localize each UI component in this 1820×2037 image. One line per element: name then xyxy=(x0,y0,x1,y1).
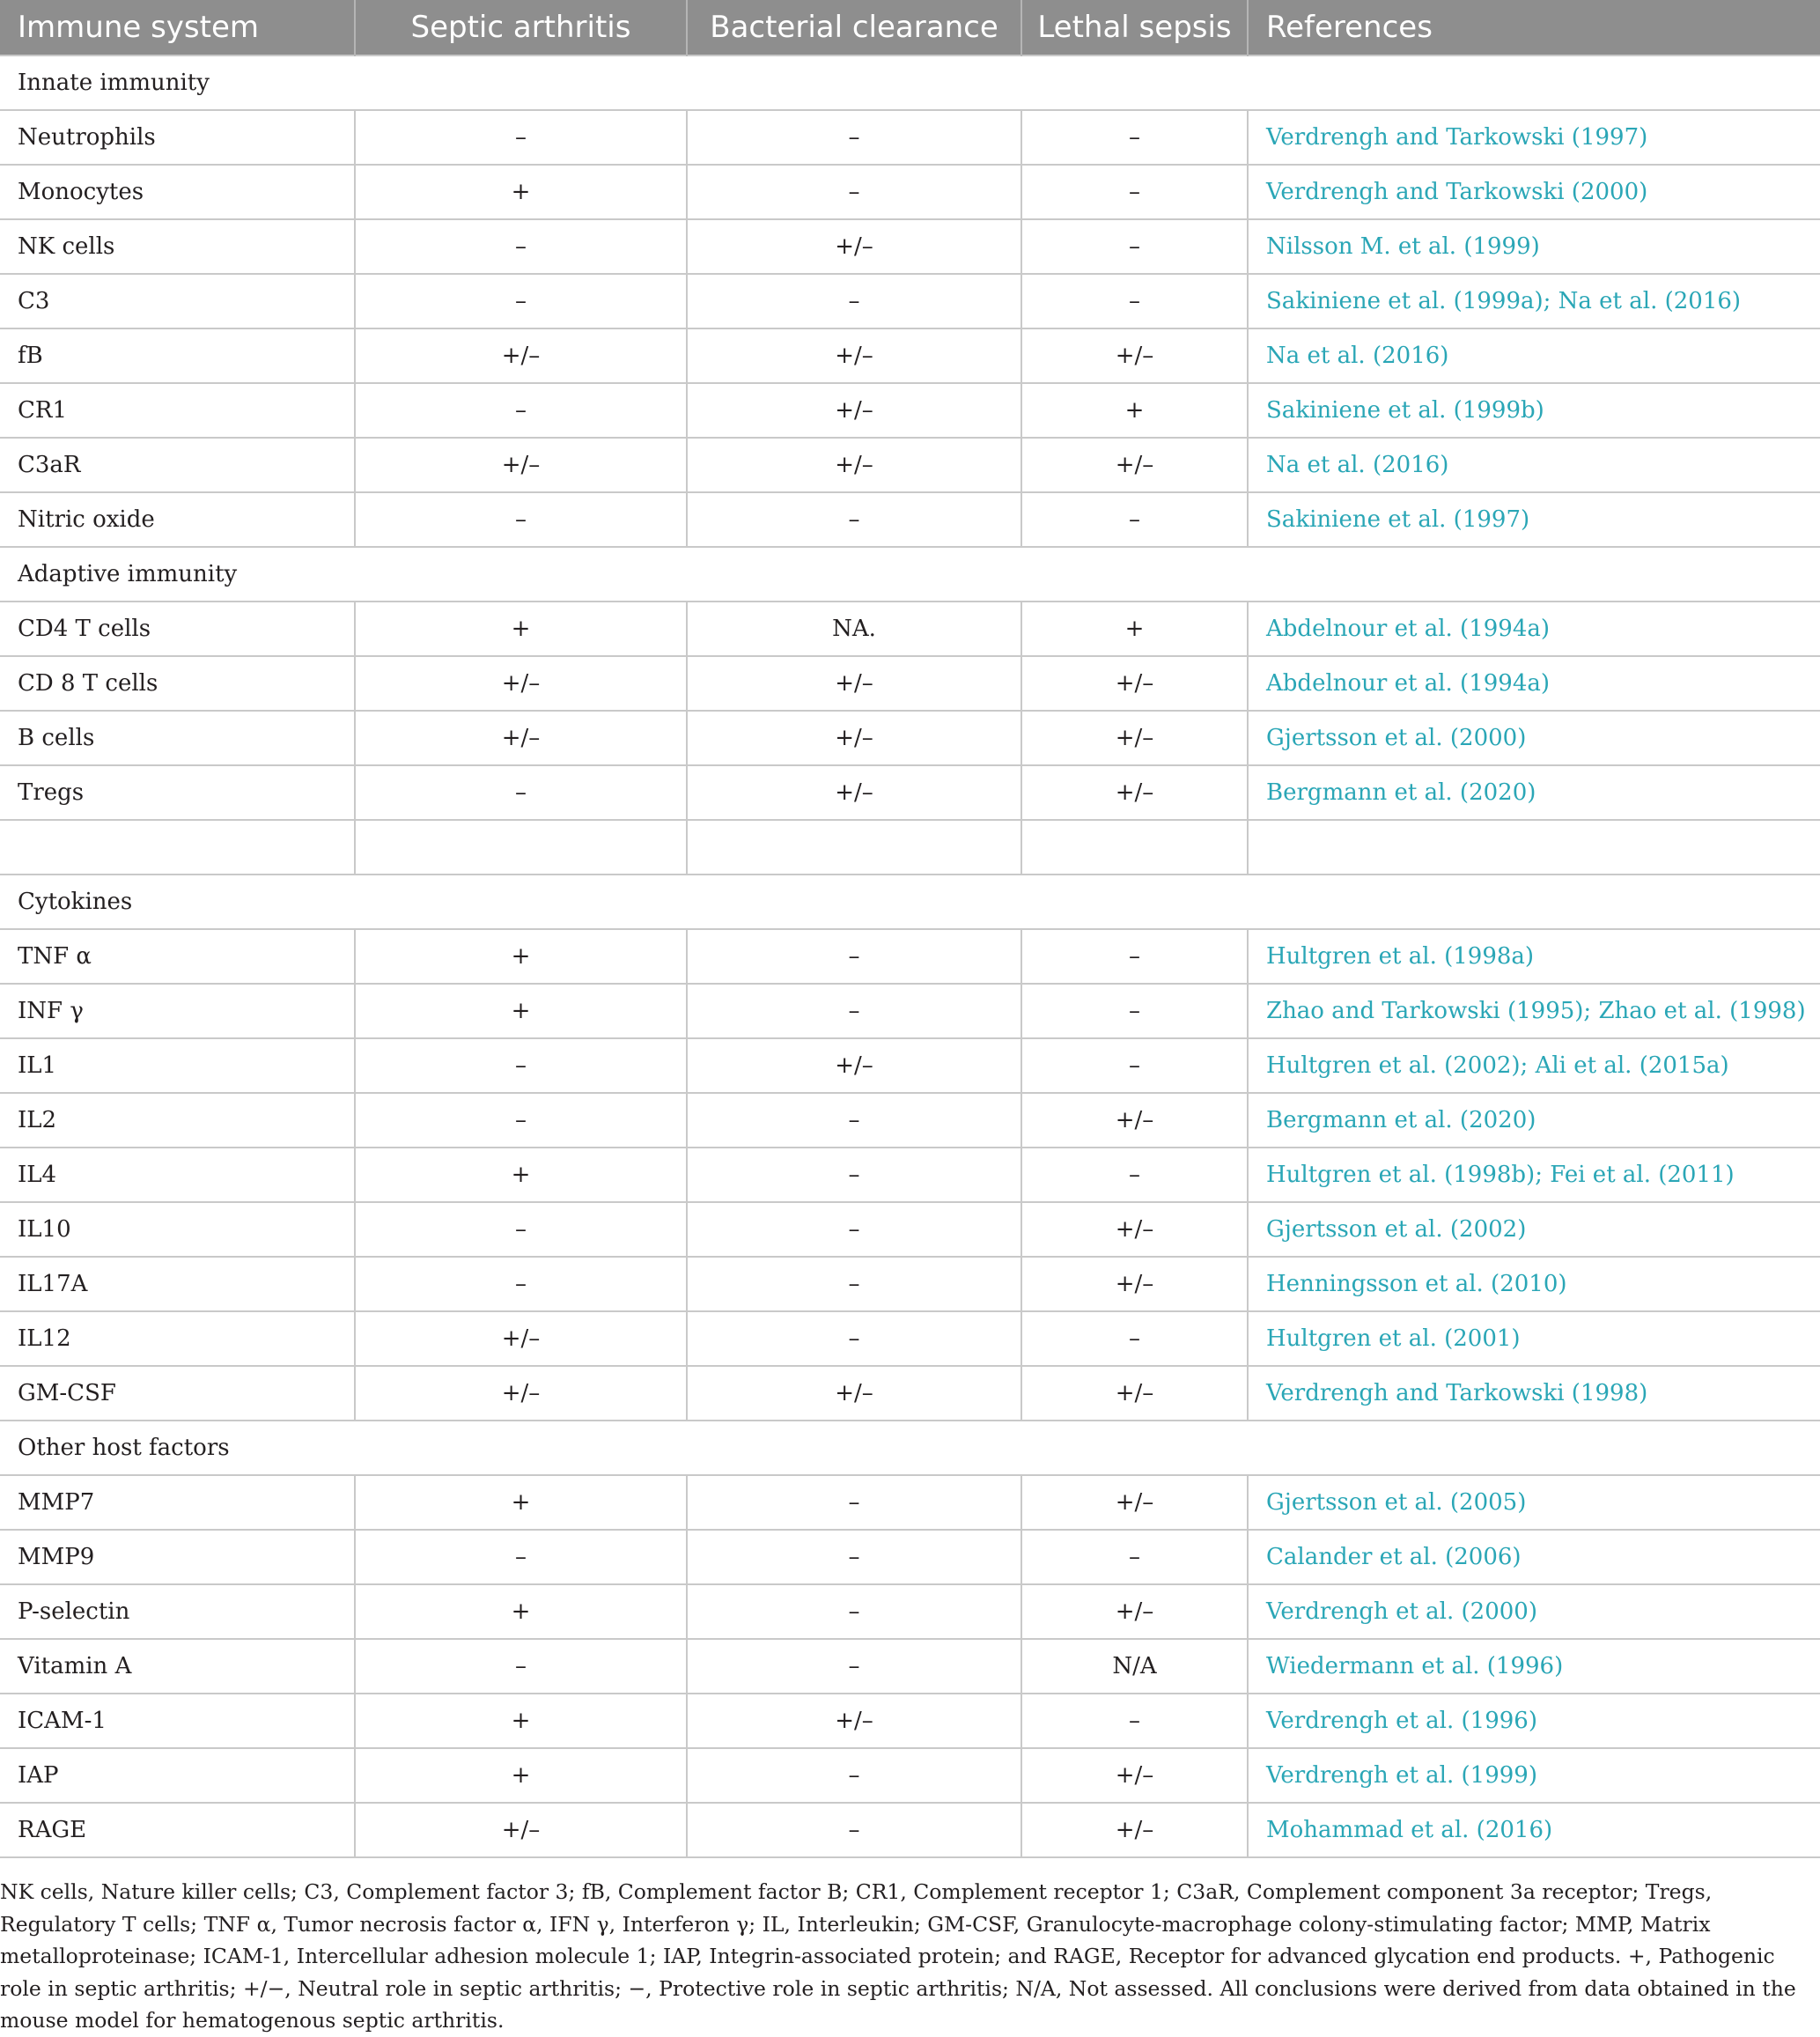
header-lethal-sepsis: Lethal sepsis xyxy=(1021,0,1248,55)
factor-cell: CD 8 T cells xyxy=(0,656,355,711)
septic-arthritis-cell: – xyxy=(355,492,687,547)
lethal-sepsis-cell: – xyxy=(1021,1694,1248,1748)
septic-arthritis-cell: – xyxy=(355,1093,687,1148)
factor-cell: fB xyxy=(0,328,355,383)
reference-link[interactable]: Hultgren et al. (2001) xyxy=(1248,1311,1820,1366)
section-title: Adaptive immunity xyxy=(0,547,1820,602)
reference-link[interactable]: Henningsson et al. (2010) xyxy=(1248,1257,1820,1311)
header-references: References xyxy=(1248,0,1820,55)
reference-link[interactable]: Verdrengh et al. (2000) xyxy=(1248,1584,1820,1639)
factor-cell: RAGE xyxy=(0,1803,355,1857)
table-row xyxy=(0,1202,1820,1257)
bacterial-clearance-cell: +/– xyxy=(687,1038,1021,1093)
bacterial-clearance-cell: – xyxy=(687,110,1021,165)
bacterial-clearance-cell: – xyxy=(687,1148,1021,1202)
lethal-sepsis-cell: +/– xyxy=(1021,1093,1248,1148)
bacterial-clearance-cell: +/– xyxy=(687,711,1021,765)
bacterial-clearance-cell: – xyxy=(687,1475,1021,1530)
septic-arthritis-cell: + xyxy=(355,1584,687,1639)
reference-link[interactable]: Hultgren et al. (1998b); Fei et al. (2011) xyxy=(1248,1148,1820,1202)
table-row xyxy=(0,820,1820,875)
reference-link[interactable]: Nilsson M. et al. (1999) xyxy=(1248,219,1820,274)
table-row xyxy=(0,328,1820,383)
lethal-sepsis-cell: +/– xyxy=(1021,1748,1248,1803)
reference-link[interactable]: Bergmann et al. (2020) xyxy=(1248,1093,1820,1148)
factor-cell: MMP7 xyxy=(0,1475,355,1530)
section-header-row xyxy=(0,875,1820,929)
bacterial-clearance-cell: – xyxy=(687,165,1021,219)
lethal-sepsis-cell: +/– xyxy=(1021,1803,1248,1857)
septic-arthritis-cell: – xyxy=(355,383,687,438)
reference-link[interactable]: Bergmann et al. (2020) xyxy=(1248,765,1820,820)
lethal-sepsis-cell: +/– xyxy=(1021,1202,1248,1257)
factor-cell: NK cells xyxy=(0,219,355,274)
reference-link[interactable]: Verdrengh and Tarkowski (2000) xyxy=(1248,165,1820,219)
reference-link[interactable]: Abdelnour et al. (1994a) xyxy=(1248,602,1820,656)
reference-link[interactable]: Na et al. (2016) xyxy=(1248,438,1820,492)
septic-arthritis-cell: – xyxy=(355,1202,687,1257)
section-header-row xyxy=(0,547,1820,602)
factor-cell: INF γ xyxy=(0,984,355,1038)
lethal-sepsis-cell: +/– xyxy=(1021,1366,1248,1421)
factor-cell: Tregs xyxy=(0,765,355,820)
factor-cell: C3 xyxy=(0,274,355,328)
header-septic-arthritis: Septic arthritis xyxy=(355,0,687,55)
section-header-row xyxy=(0,1421,1820,1475)
table-row xyxy=(0,110,1820,165)
septic-arthritis-cell: – xyxy=(355,274,687,328)
bacterial-clearance-cell: +/– xyxy=(687,438,1021,492)
table-row xyxy=(0,1694,1820,1748)
factor-cell: IL1 xyxy=(0,1038,355,1093)
bacterial-clearance-cell: NA. xyxy=(687,602,1021,656)
septic-arthritis-cell: – xyxy=(355,219,687,274)
table-row xyxy=(0,1257,1820,1311)
section-title: Innate immunity xyxy=(0,55,1820,110)
bacterial-clearance-cell: +/– xyxy=(687,328,1021,383)
factor-cell: CR1 xyxy=(0,383,355,438)
septic-arthritis-cell: – xyxy=(355,1257,687,1311)
table-row xyxy=(0,602,1820,656)
bacterial-clearance-cell: – xyxy=(687,1530,1021,1584)
lethal-sepsis-cell: + xyxy=(1021,383,1248,438)
lethal-sepsis-cell: – xyxy=(1021,219,1248,274)
factor-cell: IL10 xyxy=(0,1202,355,1257)
table-row xyxy=(0,1803,1820,1857)
factor-cell: GM-CSF xyxy=(0,1366,355,1421)
reference-link[interactable]: Hultgren et al. (2002); Ali et al. (2015a) xyxy=(1248,1038,1820,1093)
bacterial-clearance-cell: – xyxy=(687,492,1021,547)
reference-link[interactable]: Abdelnour et al. (1994a) xyxy=(1248,656,1820,711)
section-header-row xyxy=(0,55,1820,110)
factor-cell: MMP9 xyxy=(0,1530,355,1584)
header-immune-system: Immune system xyxy=(0,0,355,55)
septic-arthritis-cell: – xyxy=(355,1038,687,1093)
lethal-sepsis-cell: – xyxy=(1021,492,1248,547)
factor-cell: IAP xyxy=(0,1748,355,1803)
factor-cell: CD4 T cells xyxy=(0,602,355,656)
reference-link[interactable]: Calander et al. (2006) xyxy=(1248,1530,1820,1584)
factor-cell: B cells xyxy=(0,711,355,765)
bacterial-clearance-cell: +/– xyxy=(687,1366,1021,1421)
reference-link[interactable]: Wiedermann et al. (1996) xyxy=(1248,1639,1820,1694)
bacterial-clearance-cell: – xyxy=(687,1257,1021,1311)
lethal-sepsis-cell: – xyxy=(1021,110,1248,165)
reference-link[interactable]: Mohammad et al. (2016) xyxy=(1248,1803,1820,1857)
lethal-sepsis-cell: +/– xyxy=(1021,328,1248,383)
bacterial-clearance-cell: +/– xyxy=(687,219,1021,274)
table-row xyxy=(0,656,1820,711)
reference-link xyxy=(1248,820,1820,875)
bacterial-clearance-cell xyxy=(687,820,1021,875)
table-row xyxy=(0,1311,1820,1366)
bacterial-clearance-cell: – xyxy=(687,1093,1021,1148)
bacterial-clearance-cell: – xyxy=(687,1584,1021,1639)
septic-arthritis-cell: +/– xyxy=(355,711,687,765)
septic-arthritis-cell: +/– xyxy=(355,438,687,492)
factor-cell: TNF α xyxy=(0,929,355,984)
lethal-sepsis-cell: +/– xyxy=(1021,1257,1248,1311)
septic-arthritis-cell: – xyxy=(355,110,687,165)
table-row xyxy=(0,1584,1820,1639)
lethal-sepsis-cell: – xyxy=(1021,1148,1248,1202)
factor-cell: Neutrophils xyxy=(0,110,355,165)
table-row xyxy=(0,765,1820,820)
septic-arthritis-cell: + xyxy=(355,1748,687,1803)
table-row xyxy=(0,711,1820,765)
lethal-sepsis-cell: + xyxy=(1021,602,1248,656)
factor-cell: IL12 xyxy=(0,1311,355,1366)
reference-link[interactable]: Verdrengh and Tarkowski (1997) xyxy=(1248,110,1820,165)
reference-link[interactable]: Verdrengh et al. (1999) xyxy=(1248,1748,1820,1803)
septic-arthritis-cell: +/– xyxy=(355,656,687,711)
table-footnote: NK cells, Nature killer cells; C3, Complement factor 3; fB, Complement factor B; CR1, Complement receptor 1; C3aR, Complement component 3a receptor; Tregs, Regulatory T cells; TNF α, Tumor necrosis factor α, IFN γ, Interferon γ; IL, Interleukin; GM-CSF, Granulocyte-macrophage colony-stimulating factor; MMP, Matrix metalloproteinase; ICAM-1, Intercellular adhesion molecule 1; IAP, Integrin-associated protein; and RAGE, Receptor for advanced glycation end products. +, Pathogenic role in septic arthritis; +/−, Neutral role in septic arthritis; −, Protective role in septic arthritis; N/A, Not assessed. All conclusions were derived from data obtained in the mouse model for hematogenous septic arthritis. xyxy=(0,1879,1796,2033)
table-row xyxy=(0,1093,1820,1148)
lethal-sepsis-cell: – xyxy=(1021,274,1248,328)
lethal-sepsis-cell: N/A xyxy=(1021,1639,1248,1694)
factor-cell: Monocytes xyxy=(0,165,355,219)
table-header-row xyxy=(0,0,1820,55)
bacterial-clearance-cell: – xyxy=(687,984,1021,1038)
lethal-sepsis-cell: +/– xyxy=(1021,765,1248,820)
table-row xyxy=(0,1038,1820,1093)
septic-arthritis-cell: + xyxy=(355,1475,687,1530)
septic-arthritis-cell: +/– xyxy=(355,1803,687,1857)
reference-link[interactable]: Gjertsson et al. (2005) xyxy=(1248,1475,1820,1530)
bacterial-clearance-cell: – xyxy=(687,274,1021,328)
lethal-sepsis-cell: – xyxy=(1021,1311,1248,1366)
lethal-sepsis-cell: – xyxy=(1021,929,1248,984)
reference-link[interactable]: Hultgren et al. (1998a) xyxy=(1248,929,1820,984)
bacterial-clearance-cell: – xyxy=(687,1639,1021,1694)
bacterial-clearance-cell: – xyxy=(687,1202,1021,1257)
bacterial-clearance-cell: +/– xyxy=(687,383,1021,438)
lethal-sepsis-cell xyxy=(1021,820,1248,875)
reference-link[interactable]: Sakiniene et al. (1997) xyxy=(1248,492,1820,547)
factor-cell: Vitamin A xyxy=(0,1639,355,1694)
lethal-sepsis-cell: – xyxy=(1021,984,1248,1038)
table-row xyxy=(0,1475,1820,1530)
reference-link[interactable]: Zhao and Tarkowski (1995); Zhao et al. (1998) xyxy=(1248,984,1820,1038)
bacterial-clearance-cell: +/– xyxy=(687,656,1021,711)
lethal-sepsis-cell: – xyxy=(1021,1038,1248,1093)
reference-link[interactable]: Verdrengh and Tarkowski (1998) xyxy=(1248,1366,1820,1421)
table-row xyxy=(0,929,1820,984)
lethal-sepsis-cell: +/– xyxy=(1021,1584,1248,1639)
lethal-sepsis-cell: +/– xyxy=(1021,1475,1248,1530)
bacterial-clearance-cell: – xyxy=(687,1803,1021,1857)
reference-link[interactable]: Gjertsson et al. (2002) xyxy=(1248,1202,1820,1257)
bacterial-clearance-cell: – xyxy=(687,1748,1021,1803)
septic-arthritis-cell: + xyxy=(355,929,687,984)
table-row xyxy=(0,492,1820,547)
table-row xyxy=(0,1748,1820,1803)
bacterial-clearance-cell: +/– xyxy=(687,765,1021,820)
reference-link[interactable]: Verdrengh et al. (1996) xyxy=(1248,1694,1820,1748)
table-row xyxy=(0,984,1820,1038)
table-row xyxy=(0,219,1820,274)
septic-arthritis-cell: + xyxy=(355,984,687,1038)
factor-cell xyxy=(0,820,355,875)
septic-arthritis-cell: + xyxy=(355,1148,687,1202)
factor-cell: IL4 xyxy=(0,1148,355,1202)
factor-cell: ICAM-1 xyxy=(0,1694,355,1748)
header-bacterial-clearance: Bacterial clearance xyxy=(687,0,1021,55)
septic-arthritis-cell: – xyxy=(355,765,687,820)
septic-arthritis-cell: + xyxy=(355,165,687,219)
factor-cell: C3aR xyxy=(0,438,355,492)
bacterial-clearance-cell: – xyxy=(687,929,1021,984)
table-row xyxy=(0,1148,1820,1202)
table-row xyxy=(0,1639,1820,1694)
reference-link[interactable]: Gjertsson et al. (2000) xyxy=(1248,711,1820,765)
reference-link[interactable]: Sakiniene et al. (1999b) xyxy=(1248,383,1820,438)
bacterial-clearance-cell: +/– xyxy=(687,1694,1021,1748)
factor-cell: IL2 xyxy=(0,1093,355,1148)
septic-arthritis-cell: +/– xyxy=(355,1311,687,1366)
table-row xyxy=(0,165,1820,219)
section-title: Cytokines xyxy=(0,875,1820,929)
table-row xyxy=(0,438,1820,492)
septic-arthritis-cell: + xyxy=(355,1694,687,1748)
septic-arthritis-cell xyxy=(355,820,687,875)
section-title: Other host factors xyxy=(0,1421,1820,1475)
lethal-sepsis-cell: +/– xyxy=(1021,711,1248,765)
lethal-sepsis-cell: – xyxy=(1021,1530,1248,1584)
table-row xyxy=(0,383,1820,438)
septic-arthritis-cell: – xyxy=(355,1639,687,1694)
table-row xyxy=(0,274,1820,328)
lethal-sepsis-cell: +/– xyxy=(1021,438,1248,492)
septic-arthritis-cell: +/– xyxy=(355,1366,687,1421)
septic-arthritis-cell: +/– xyxy=(355,328,687,383)
factor-cell: Nitric oxide xyxy=(0,492,355,547)
factor-cell: IL17A xyxy=(0,1257,355,1311)
table-row xyxy=(0,1366,1820,1421)
septic-arthritis-cell: + xyxy=(355,602,687,656)
lethal-sepsis-cell: +/– xyxy=(1021,656,1248,711)
lethal-sepsis-cell: – xyxy=(1021,165,1248,219)
reference-link[interactable]: Sakiniene et al. (1999a); Na et al. (2016) xyxy=(1248,274,1820,328)
table-row xyxy=(0,1530,1820,1584)
reference-link[interactable]: Na et al. (2016) xyxy=(1248,328,1820,383)
factor-cell: P-selectin xyxy=(0,1584,355,1639)
septic-arthritis-cell: – xyxy=(355,1530,687,1584)
bacterial-clearance-cell: – xyxy=(687,1311,1021,1366)
